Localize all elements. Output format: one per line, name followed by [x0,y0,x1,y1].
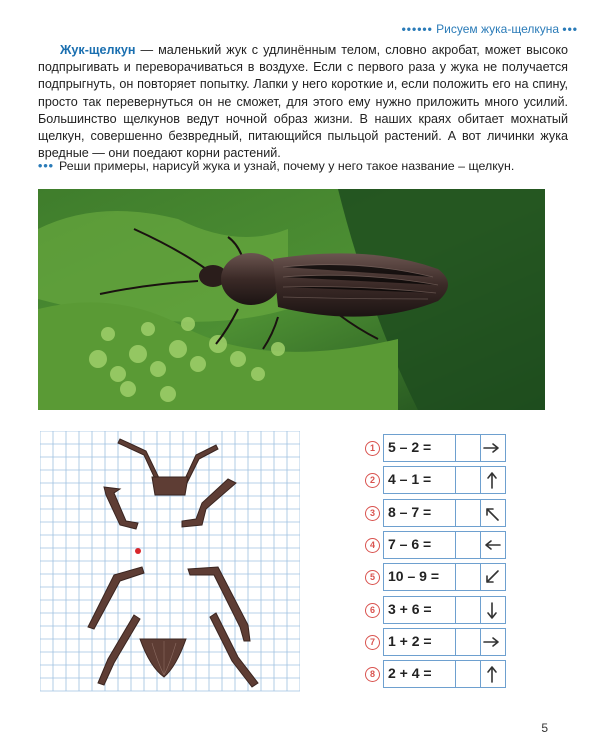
exercise-row [360,660,510,688]
antenna-left [118,439,159,481]
intro-paragraph [38,42,568,162]
exercise-expression: 2 + 4 = [388,665,432,682]
exercise-box [383,499,506,527]
exercise-box [383,466,506,494]
exercise-row [360,563,510,591]
arrow-down-left-icon [481,567,503,587]
leg-lower-left [98,615,140,685]
arrow-right-icon [481,632,503,652]
exercise-expression: 5 – 2 = [388,439,432,455]
page-number: 5 [541,721,548,735]
answer-cell[interactable] [455,500,481,526]
start-point [135,548,141,554]
header-title: Рисуем жука-щелкуна [436,22,560,36]
arrow-up-icon [481,470,503,490]
answer-cell[interactable] [455,532,481,558]
leg-lower-right [210,613,258,687]
exercise-number: 8 [365,667,380,682]
exercise-box [383,596,506,624]
answer-cell[interactable] [455,629,481,655]
exercise-box [383,628,506,656]
antenna-right [184,445,218,483]
exercise-number: 7 [365,635,380,650]
arrow-up-icon [481,664,503,684]
grid-drawing [40,431,300,697]
exercise-expression: 3 + 6 = [388,600,432,617]
exercise-expression: 8 – 7 = [388,503,432,520]
arrow-up-left-icon [481,503,503,523]
beetle-head [152,477,188,495]
drawing-grid[interactable] [40,431,300,697]
exercise-number: 2 [365,473,380,488]
exercise-box [383,434,506,462]
exercise-expression: 1 + 2 = [388,632,432,649]
exercise-number: 3 [365,506,380,521]
exercise-row [360,434,510,462]
leg-upper-left [104,487,138,529]
exercise-row [360,628,510,656]
arrow-left-icon [481,535,503,555]
exercise-number: 6 [365,603,380,618]
header-dots-left: •••••• [401,22,433,36]
exercise-number: 1 [365,441,380,456]
task-instruction [38,158,578,174]
answer-cell[interactable] [455,435,481,461]
exercise-expression: 7 – 6 = [388,535,432,552]
exercise-row [360,531,510,559]
header-dots-right: ••• [562,22,578,36]
arrow-right-icon [481,438,503,458]
beetle-tail [140,639,186,677]
exercise-box [383,563,506,591]
beetle-photo [38,189,545,410]
exercise-row [360,466,510,494]
exercise-box [383,660,506,688]
task-text: Реши примеры, нарисуй жука и узнай, почему у него такое название – щелкун. [59,159,515,173]
answer-cell[interactable] [455,564,481,590]
arrow-down-icon [481,600,503,620]
exercise-row [360,596,510,624]
section-header [402,22,578,36]
answer-cell[interactable] [455,467,481,493]
task-dots: ••• [38,159,55,173]
beetle-photo-image [38,189,545,410]
exercise-number: 5 [365,570,380,585]
answer-cell[interactable] [455,597,481,623]
intro-body: — маленький жук с удлинённым телом, словно акробат, может высоко подпрыгивать и переворачиваться в воздухе. Если с первого раза у жука не получается подпрыгнуть, он повторяет попытку. Лапки у него короткие и, если положить его на спину, просто так перевернуться он не сможет, для этого ему нужно приложить много усилий. Большинство щелкунов ведут ночной образ жизни. В наших краях обитает мохнатый щелкун, совершенно безвредный, питающийся пыльцой растений. А вот личинки жука вредные — они поедают корни растений. [38,43,568,161]
answer-cell[interactable] [455,661,481,687]
exercise-row [360,499,510,527]
exercise-expression: 10 – 9 = [388,568,439,585]
exercise-number: 4 [365,538,380,553]
intro-lead: Жук-щелкун [60,43,136,57]
exercise-expression: 4 – 1 = [388,471,432,488]
exercise-box [383,531,506,559]
beetle-outline-parts [88,439,258,687]
